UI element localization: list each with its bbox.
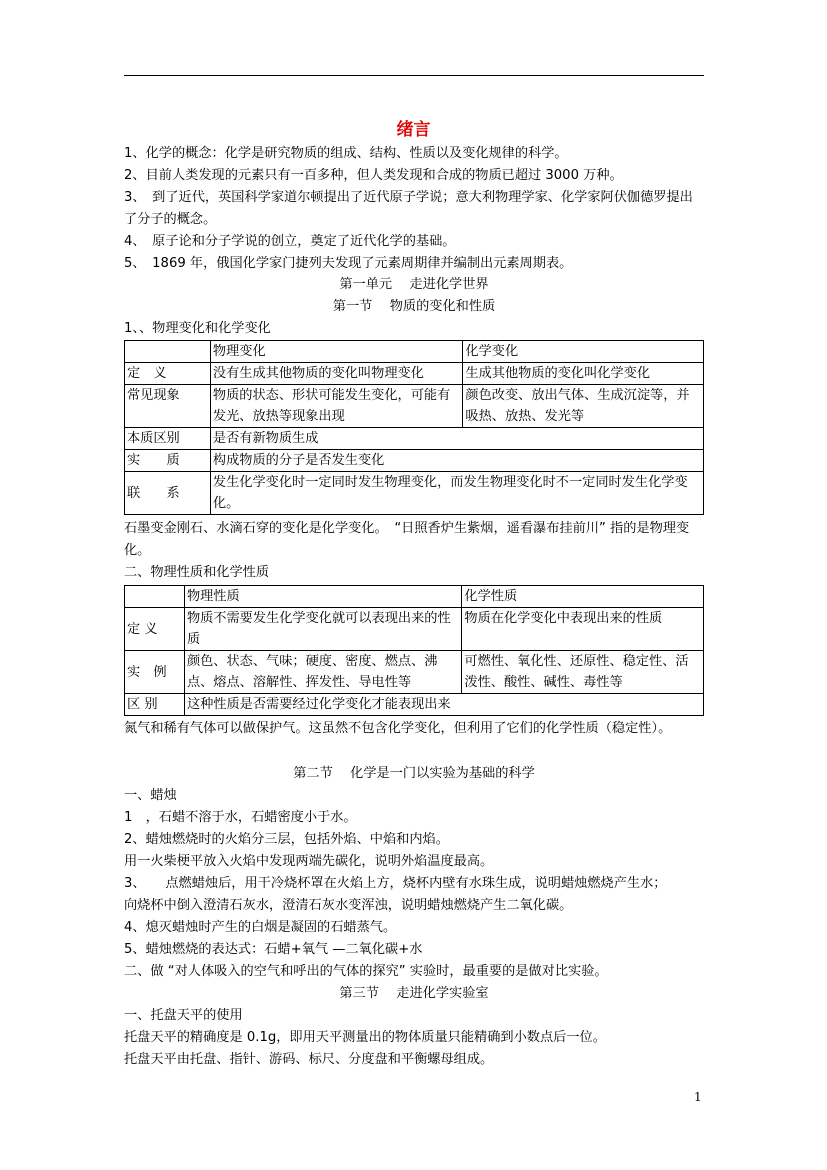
properties-table — [124, 585, 704, 716]
table-cell: 颜色改变、放出气体、生成沉淀等，并吸热、放热、发光等 — [463, 385, 704, 428]
table-header-physical: 物理性质 — [184, 586, 461, 608]
table-row — [125, 472, 704, 515]
section3-line: 托盘天平的精确度是 0.1g，即用天平测量出的物体质量只能精确到小数点后一位。 — [124, 1030, 606, 1045]
table-cell: 发生化学变化时一定同时发生物理变化，而发生物理变化时不一定同时发生化学变化。 — [210, 472, 703, 515]
section2-line: 一、蜡烛 — [124, 788, 177, 803]
table-row — [125, 586, 704, 608]
row-label: 联 系 — [125, 472, 211, 515]
table-row — [125, 608, 704, 651]
table-cell: 生成其他物质的变化叫化学变化 — [463, 363, 704, 385]
intro-item-1: 1、化学的概念：化学是研究物质的组成、结构、性质以及变化规律的科学。 — [124, 146, 568, 161]
section3-title: 第三节 走进化学实验室 — [339, 986, 489, 1001]
table-cell — [125, 341, 211, 363]
table-row — [125, 385, 704, 428]
table-cell: 这种性质是否需要经过化学变化才能表现出来 — [184, 694, 703, 716]
intro-item-5: 5、 1869 年，俄国化学家门捷列夫发现了元素周期律并编制出元素周期表。 — [124, 256, 573, 271]
section2-line: 2、蜡烛燃烧时的火焰分三层，包括外焰、中焰和内焰。 — [124, 832, 449, 847]
table-row — [125, 694, 704, 716]
table-row — [125, 450, 704, 472]
table-cell: 可燃性、氧化性、还原性、稳定性、活泼性、酸性、碱性、毒性等 — [462, 651, 704, 694]
header-rule — [124, 75, 704, 76]
section3-line: 托盘天平由托盘、指针、游码、标尺、分度盘和平衡螺母组成。 — [124, 1052, 494, 1067]
row-label: 本质区别 — [125, 428, 211, 450]
section2-line: 用一火柴梗平放入火焰中发现两端先碳化，说明外焰温度最高。 — [124, 854, 494, 869]
table-row — [125, 341, 704, 363]
section2-line: 向烧杯中倒入澄清石灰水，澄清石灰水变浑浊，说明蜡烛燃烧产生二氧化碳。 — [124, 898, 573, 913]
section1-heading-properties: 二、物理性质和化学性质 — [124, 565, 270, 580]
table-header-chemical: 化学变化 — [463, 341, 704, 363]
section1-heading-changes: 1、、物理变化和化学变化 — [124, 321, 271, 336]
intro-item-2: 2、目前人类发现的元素只有一百多种，但人类发现和合成的物质已超过 3000 万种。 — [124, 168, 623, 183]
section1-title: 第一节 物质的变化和性质 — [332, 299, 496, 314]
section1-note-2: 氮气和稀有气体可以做保护气。这虽然不包含化学变化，但利用了它们的化学性质（稳定性）。 — [124, 721, 672, 736]
table-cell: 物质的状态、形状可能发生变化，可能有发光、放热等现象出现 — [210, 385, 463, 428]
row-label: 实 质 — [125, 450, 211, 472]
table-row — [125, 651, 704, 694]
row-label: 定 义 — [125, 608, 185, 651]
table-cell: 构成物质的分子是否发生变化 — [210, 450, 703, 472]
section2-line: 3、 点燃蜡烛后，用干冷烧杯罩在火焰上方，烧杯内壁有水珠生成，说明蜡烛燃烧产生水； — [124, 876, 667, 891]
changes-table — [124, 340, 704, 515]
row-label: 常见现象 — [125, 385, 211, 428]
section2-line: 4、熄灭蜡烛时产生的白烟是凝固的石蜡蒸气。 — [124, 920, 397, 935]
row-label: 区 别 — [125, 694, 185, 716]
section2-title: 第二节 化学是一门以实验为基础的科学 — [293, 766, 535, 781]
table-cell: 颜色、状态、气味；硬度、密度、燃点、沸点、熔点、溶解性、挥发性、导电性等 — [184, 651, 461, 694]
table-header-chemical: 化学性质 — [462, 586, 704, 608]
section2-line: 5、蜡烛燃烧的表达式：石蜡+氧气 —二氧化碳+水 — [124, 942, 423, 957]
row-label: 定 义 — [125, 363, 211, 385]
table-cell — [125, 586, 185, 608]
row-label: 实 例 — [125, 651, 185, 694]
section2-line: 二、做 “对人体吸入的空气和呼出的气体的探究” 实验时，最重要的是做对比实验。 — [124, 964, 608, 979]
unit-title: 第一单元 走进化学世界 — [339, 277, 489, 292]
section2-line: 1 ，石蜡不溶于水，石蜡密度小于水。 — [124, 810, 357, 825]
page-number: 1 — [694, 1090, 702, 1104]
table-cell: 是否有新物质生成 — [210, 428, 703, 450]
table-cell: 没有生成其他物质的变化叫物理变化 — [210, 363, 463, 385]
page-title: 绪言 — [396, 120, 431, 140]
section3-line: 一、托盘天平的使用 — [124, 1008, 243, 1023]
intro-item-3: 3、 到了近代，英国科学家道尔顿提出了近代原子学说；意大利物理学家、化学家阿伏伽德罗提出了分子的概念。 — [124, 190, 693, 227]
table-row — [125, 428, 704, 450]
table-cell: 物质在化学变化中表现出来的性质 — [462, 608, 704, 651]
section1-note-1: 石墨变金刚石、水滴石穿的变化是化学变化。 “日照香炉生紫烟，遥看瀑布挂前川” 指的是物理变化。 — [124, 521, 690, 558]
table-cell: 物质不需要发生化学变化就可以表现出来的性质 — [184, 608, 461, 651]
intro-item-4: 4、 原子论和分子学说的创立，奠定了近代化学的基础。 — [124, 234, 456, 249]
table-header-physical: 物理变化 — [210, 341, 463, 363]
table-row — [125, 363, 704, 385]
